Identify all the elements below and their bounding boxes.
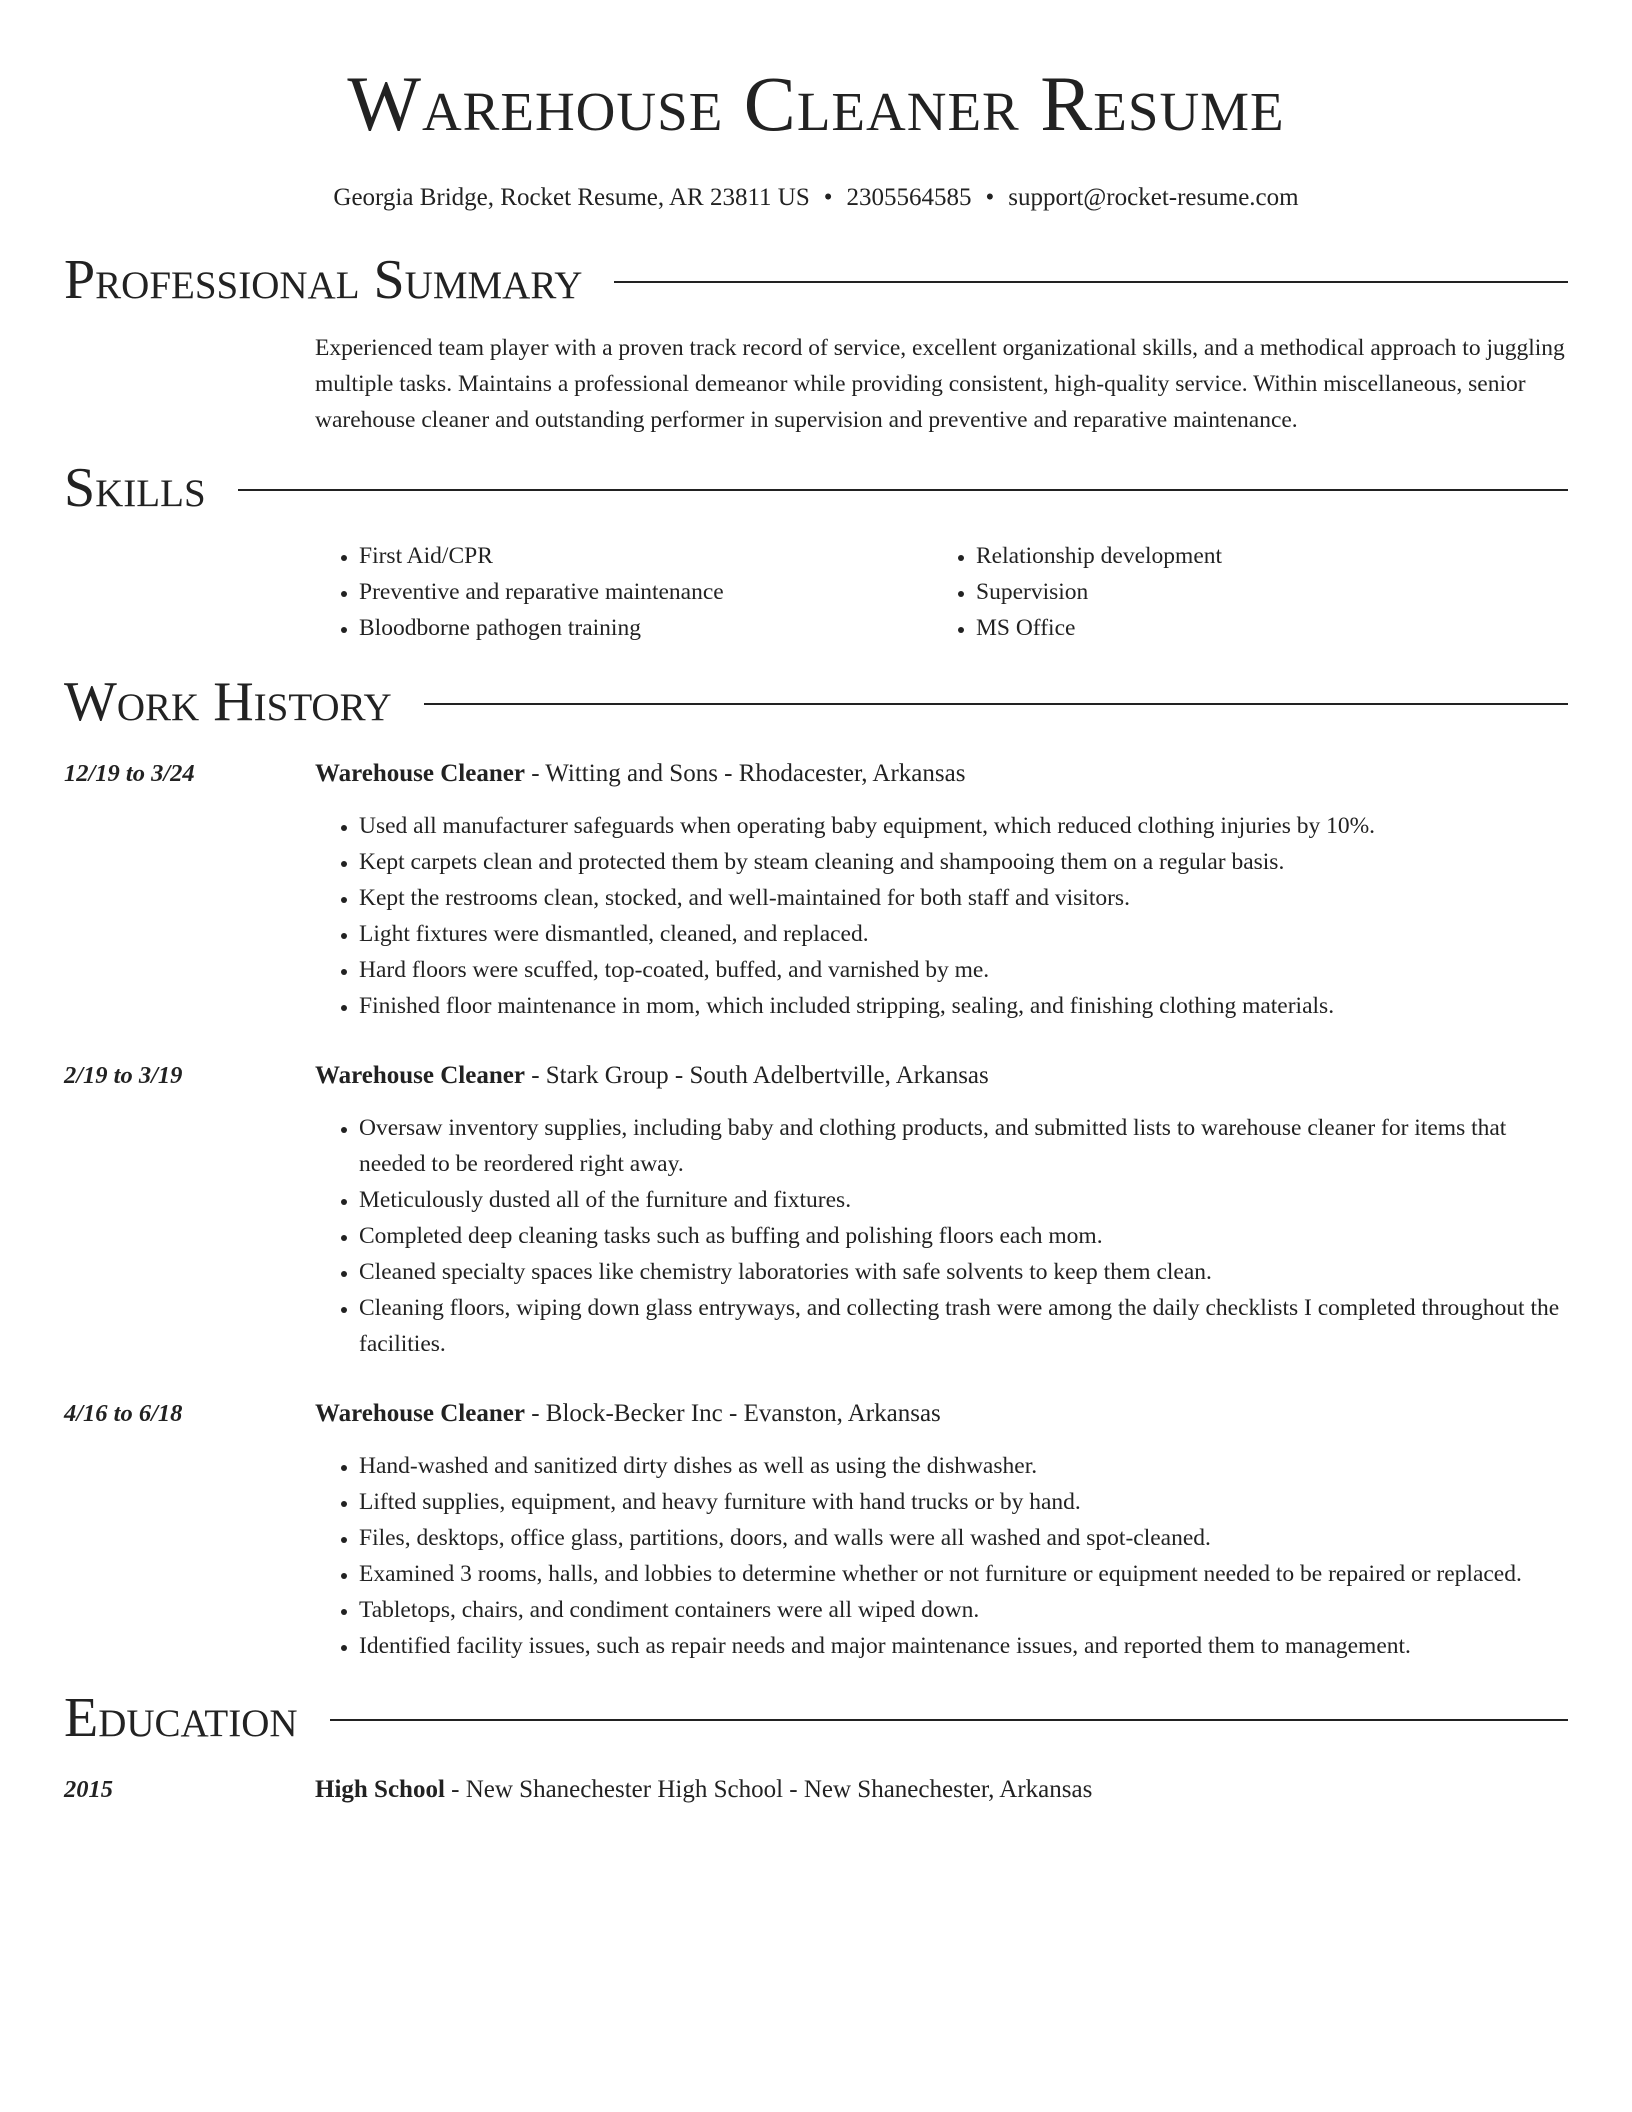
job-title-line bbox=[315, 1058, 1568, 1094]
bullet-separator: • bbox=[985, 184, 995, 211]
job-entry bbox=[64, 756, 1568, 1024]
job-role: Warehouse Cleaner bbox=[315, 1062, 525, 1089]
job-bullet: • Identified facility issues, such as repair needs and major maintenance issues, and reported them to management. bbox=[359, 1628, 1568, 1664]
job-bullet: • Oversaw inventory supplies, including baby and clothing products, and submitted lists to warehouse cleaner for items that needed to be reordered right away. bbox=[359, 1110, 1568, 1182]
job-entry bbox=[64, 1058, 1568, 1362]
job-role: Warehouse Cleaner bbox=[315, 1400, 525, 1427]
job-bullet: • Kept carpets clean and protected them by steam cleaning and shampooing them on a regular basis. bbox=[359, 844, 1568, 880]
education-school: - New Shanechester High School - New Shanechester, Arkansas bbox=[444, 1776, 1093, 1803]
job-body bbox=[315, 1396, 1568, 1664]
skill-item: • Relationship development bbox=[976, 538, 1549, 574]
job-dates: 4/16 to 6/18 bbox=[64, 1400, 183, 1427]
job-bullet: • Examined 3 rooms, halls, and lobbies to determine whether or not furniture or equipment needed to be repaired or replaced. bbox=[359, 1556, 1568, 1592]
job-employer: - Stark Group - South Adelbertville, Arkansas bbox=[524, 1062, 989, 1089]
job-employer: - Block-Becker Inc - Evanston, Arkansas bbox=[524, 1400, 941, 1427]
job-bullets bbox=[315, 808, 1568, 1024]
skills-column-right bbox=[932, 538, 1549, 646]
section-divider bbox=[330, 1719, 1568, 1721]
job-dates: 12/19 to 3/24 bbox=[64, 760, 195, 787]
skills-column-left bbox=[315, 538, 932, 646]
work-history-section bbox=[64, 670, 1568, 1664]
job-bullet: • Lifted supplies, equipment, and heavy furniture with hand trucks or by hand. bbox=[359, 1484, 1568, 1520]
work-history-heading bbox=[64, 670, 1568, 734]
job-bullet: • Cleaned specialty spaces like chemistry laboratories with safe solvents to keep them clean. bbox=[359, 1254, 1568, 1290]
summary-text: Experienced team player with a proven track record of service, excellent organizational skills, and a methodical approach to juggling multiple tasks. Maintains a professional demeanor while providing consistent, high-quality service. Within miscellaneous, senior warehouse cleaner and outstanding performer in supervision and preventive and reparative maintenance. bbox=[315, 335, 1565, 433]
contact-email: support@rocket-resume.com bbox=[1008, 184, 1299, 211]
summary-title: Professional Summary bbox=[64, 249, 583, 311]
job-dates: 2/19 to 3/19 bbox=[64, 1062, 183, 1089]
education-heading bbox=[64, 1686, 1568, 1750]
education-section bbox=[64, 1686, 1568, 1808]
job-role: Warehouse Cleaner bbox=[315, 760, 525, 787]
job-bullets bbox=[315, 1110, 1568, 1362]
skill-item: • Bloodborne pathogen training bbox=[359, 610, 932, 646]
job-title-line bbox=[315, 1396, 1568, 1432]
section-divider bbox=[238, 489, 1568, 491]
work-history-title: Work History bbox=[64, 671, 392, 733]
skill-item: • First Aid/CPR bbox=[359, 538, 932, 574]
skills-title: Skills bbox=[64, 457, 206, 519]
job-bullet: • Files, desktops, office glass, partitions, doors, and walls were all washed and spot-cleaned. bbox=[359, 1520, 1568, 1556]
skill-item: • Supervision bbox=[976, 574, 1549, 610]
skills-heading bbox=[64, 456, 1568, 520]
bullet-separator: • bbox=[823, 184, 833, 211]
summary-section bbox=[64, 248, 1568, 438]
job-body bbox=[315, 756, 1568, 1024]
job-bullet: • Tabletops, chairs, and condiment containers were all wiped down. bbox=[359, 1592, 1568, 1628]
section-divider bbox=[424, 703, 1568, 705]
job-title-line bbox=[315, 756, 1568, 792]
skill-item: • MS Office bbox=[976, 610, 1549, 646]
job-bullet: • Completed deep cleaning tasks such as buffing and polishing floors each mom. bbox=[359, 1218, 1568, 1254]
job-bullet: • Kept the restrooms clean, stocked, and well-maintained for both staff and visitors. bbox=[359, 880, 1568, 916]
job-employer: - Witting and Sons - Rhodacester, Arkansas bbox=[524, 760, 966, 787]
job-bullet: • Meticulously dusted all of the furniture and fixtures. bbox=[359, 1182, 1568, 1218]
education-body bbox=[315, 1772, 1568, 1808]
summary-heading bbox=[64, 248, 1568, 312]
education-degree: High School bbox=[315, 1776, 445, 1803]
education-entry bbox=[64, 1772, 1568, 1808]
job-bullet: • Used all manufacturer safeguards when operating baby equipment, which reduced clothing injuries by 10%. bbox=[359, 808, 1568, 844]
job-body bbox=[315, 1058, 1568, 1362]
job-bullet: • Finished floor maintenance in mom, which included stripping, sealing, and finishing clothing materials. bbox=[359, 988, 1568, 1024]
contact-line bbox=[64, 182, 1568, 214]
skills-section bbox=[64, 456, 1568, 646]
skills-list bbox=[315, 538, 1568, 646]
contact-address: Georgia Bridge, Rocket Resume, AR 23811 US bbox=[333, 184, 810, 211]
job-entry bbox=[64, 1396, 1568, 1664]
job-bullets bbox=[315, 1448, 1568, 1664]
education-title-line bbox=[315, 1772, 1568, 1808]
contact-phone: 2305564585 bbox=[846, 184, 972, 211]
resume-name: Warehouse Cleaner Resume bbox=[347, 60, 1285, 147]
education-year: 2015 bbox=[64, 1776, 113, 1803]
job-bullet: • Hand-washed and sanitized dirty dishes as well as using the dishwasher. bbox=[359, 1448, 1568, 1484]
education-title: Education bbox=[64, 1687, 298, 1749]
job-bullet: • Hard floors were scuffed, top-coated, buffed, and varnished by me. bbox=[359, 952, 1568, 988]
job-bullet: • Cleaning floors, wiping down glass entryways, and collecting trash were among the daily checklists I completed throughout the facilities. bbox=[359, 1290, 1568, 1362]
job-bullet: • Light fixtures were dismantled, cleaned, and replaced. bbox=[359, 916, 1568, 952]
skill-item: • Preventive and reparative maintenance bbox=[359, 574, 932, 610]
section-divider bbox=[614, 281, 1568, 283]
